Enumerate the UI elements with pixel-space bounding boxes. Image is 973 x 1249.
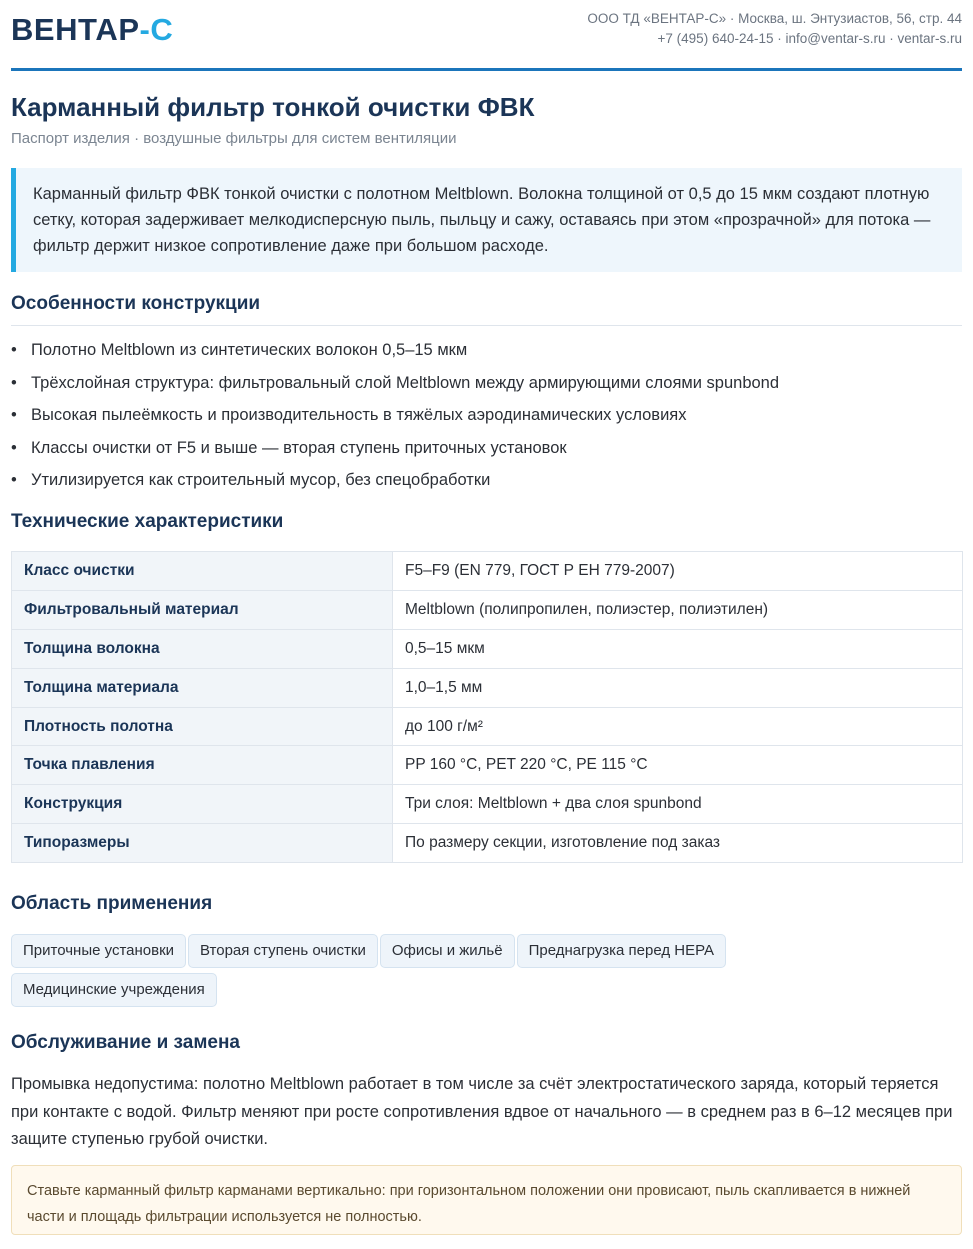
tag-second-stage[interactable]: Вторая ступень очистки (188, 934, 378, 968)
spec-value: Meltblown (полипропилен, полиэстер, полиэтилен) (393, 590, 963, 629)
list-item: • Утилизируется как строительный мусор, без спецобработки (31, 464, 779, 497)
spec-value: 1,0–1,5 мм (393, 668, 963, 707)
list-item: • Высокая пылеёмкость и производительность в тяжёлых аэродинамических условиях (31, 399, 779, 432)
list-item: • Полотно Meltblown из синтетических волокон 0,5–15 мкм (31, 334, 779, 367)
features-list (11, 334, 779, 497)
table-row (12, 629, 963, 668)
table-row (12, 590, 963, 629)
section-title-features: Особенности конструкции (11, 293, 962, 326)
company-contacts (587, 9, 962, 49)
spec-value: Три слоя: Meltblown + два слоя spunbond (393, 785, 963, 824)
logo[interactable] (11, 12, 173, 48)
section-title-applications: Область применения (11, 893, 213, 914)
spec-value: 0,5–15 мкм (393, 629, 963, 668)
contacts-phone-email-line: +7 (495) 640-24-15 · info@ventar-s.ru · ventar-s.ru (657, 31, 962, 46)
application-tags (11, 934, 971, 1012)
page-title: Карманный фильтр тонкой очистки ФВК (11, 92, 535, 122)
table-row (12, 668, 963, 707)
spec-key: Конструкция (12, 785, 393, 824)
spec-key: Фильтровальный материал (12, 590, 393, 629)
section-title-specs: Технические характеристики (11, 511, 284, 532)
spec-key: Класс очистки (12, 552, 393, 591)
spec-key: Толщина волокна (12, 629, 393, 668)
spec-key: Толщина материала (12, 668, 393, 707)
intro-callout: Карманный фильтр ФВК тонкой очистки с полотном Meltblown. Волокна толщиной от 0,5 до 15 мкм создают плотную сетку, которая задерживает мелкодисперсную пыль, пыльцу и сажу, оставаясь при этом «прозрачной» для потока — фильтр держит низкое сопротивление даже при большом расходе. (11, 168, 962, 272)
tag-medical[interactable]: Медицинские учреждения (11, 973, 217, 1007)
specs-table (11, 551, 963, 863)
spec-value: до 100 г/м² (393, 707, 963, 746)
spec-key: Точка плавления (12, 746, 393, 785)
table-row (12, 746, 963, 785)
tag-offices-housing[interactable]: Офисы и жильё (380, 934, 515, 968)
table-row (12, 707, 963, 746)
section-title-maintenance: Обслуживание и замена (11, 1032, 240, 1053)
list-item: • Классы очистки от F5 и выше — вторая ступень приточных установок (31, 432, 779, 465)
table-row (12, 552, 963, 591)
spec-value: По размеру секции, изготовление под заказ (393, 824, 963, 863)
header (11, 0, 962, 71)
logo-text-main: ВЕНТАР (11, 12, 140, 47)
page-subtitle: Паспорт изделия · воздушные фильтры для систем вентиляции (11, 130, 457, 147)
table-row (12, 824, 963, 863)
list-item: • Трёхслойная структура: фильтровальный слой Meltblown между армирующими слоями spunbond (31, 367, 779, 400)
installation-note: Ставьте карманный фильтр карманами вертикально: при горизонтальном положении они провисают, пыль скапливается в нижней части и площадь фильтрации используется не полностью. (11, 1165, 962, 1235)
table-row (12, 785, 963, 824)
spec-value: PP 160 °C, PET 220 °C, PE 115 °C (393, 746, 963, 785)
logo-text-accent: -С (139, 12, 174, 47)
tag-pre-hepa[interactable]: Преднагрузка перед HEPA (517, 934, 726, 968)
spec-value: F5–F9 (EN 779, ГОСТ Р ЕН 779-2007) (393, 552, 963, 591)
maintenance-text: Промывка недопустима: полотно Meltblown работает в том числе за счёт электростатического заряда, который теряется при контакте с водой. Фильтр меняют при росте сопротивления вдвое от начального — в среднем раз в 6–12 месяцев при защите ступенью грубой очистки. (11, 1075, 953, 1148)
spec-key: Типоразмеры (12, 824, 393, 863)
contacts-address-line: ООО ТД «ВЕНТАР-С» · Москва, ш. Энтузиастов, 56, стр. 44 (587, 11, 962, 26)
tag-supply-units[interactable]: Приточные установки (11, 934, 186, 968)
spec-key: Плотность полотна (12, 707, 393, 746)
